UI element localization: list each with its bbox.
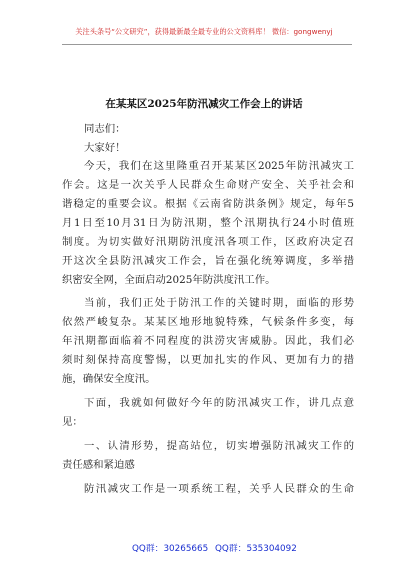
section-heading-line: 一、认清形势，提高站位，切实增强防汛减灾工作的 bbox=[84, 440, 354, 452]
body-line: 作会。这是一次关乎人民群众生命财产安全、关乎社会和 bbox=[62, 179, 354, 191]
document-title: 在某某区2025年防汛减灾工作会上的讲话 bbox=[105, 98, 303, 110]
body-line: 谐稳定的重要会议。根据《云南省防洪条例》规定，每年5 bbox=[62, 198, 354, 210]
body-line: 须时刻保持高度警惕，以更加扎实的作风、更加有力的措 bbox=[62, 354, 354, 366]
body-line: 见： bbox=[62, 416, 83, 428]
body-line: 当前，我们正处于防汛工作的关键时期，面临的形势 bbox=[84, 297, 354, 309]
body-line: 施，确保安全度汛。 bbox=[62, 373, 156, 385]
section-heading-line: 责任感和紧迫感 bbox=[62, 459, 135, 471]
header-rule bbox=[62, 44, 352, 45]
body-line: 年汛期都面临着不同程度的洪涝灾害威胁。因此，我们必 bbox=[62, 335, 354, 347]
body-line: 今天，我们在这里隆重召开某某区2025年防汛减灾工 bbox=[84, 160, 354, 172]
salutation-line: 同志们： bbox=[84, 123, 126, 135]
body-line: 月1日至10月31日为防汛期，整个汛期执行24小时值班 bbox=[62, 217, 354, 229]
greeting-line: 大家好！ bbox=[84, 142, 126, 154]
body-line: 防汛减灾工作是一项系统工程，关乎人民群众的生命 bbox=[84, 483, 354, 495]
body-line: 制度。为切实做好汛期防汛度汛各项工作，区政府决定召 bbox=[62, 236, 354, 248]
body-line: 织密安全网，全面启动2025年防洪度汛工作。 bbox=[62, 274, 276, 286]
body-line: 下面，我就如何做好今年的防汛减灾工作，讲几点意 bbox=[84, 397, 354, 409]
body-line: 开这次全县防汛减灾工作会，旨在强化统筹调度，多举措 bbox=[62, 255, 354, 267]
footer-qq-group-1: QQ群：30265665 bbox=[132, 544, 209, 554]
header-notice: 关注头条号“公文研究”，获得最新最全最专业的公文资料库！ 微信：gongwenyj bbox=[75, 27, 333, 36]
body-line: 依然严峻复杂。某某区地形地貌特殊，气候条件多变，每 bbox=[62, 316, 354, 328]
footer-qq-group-2: QQ群：535304092 bbox=[215, 544, 297, 554]
